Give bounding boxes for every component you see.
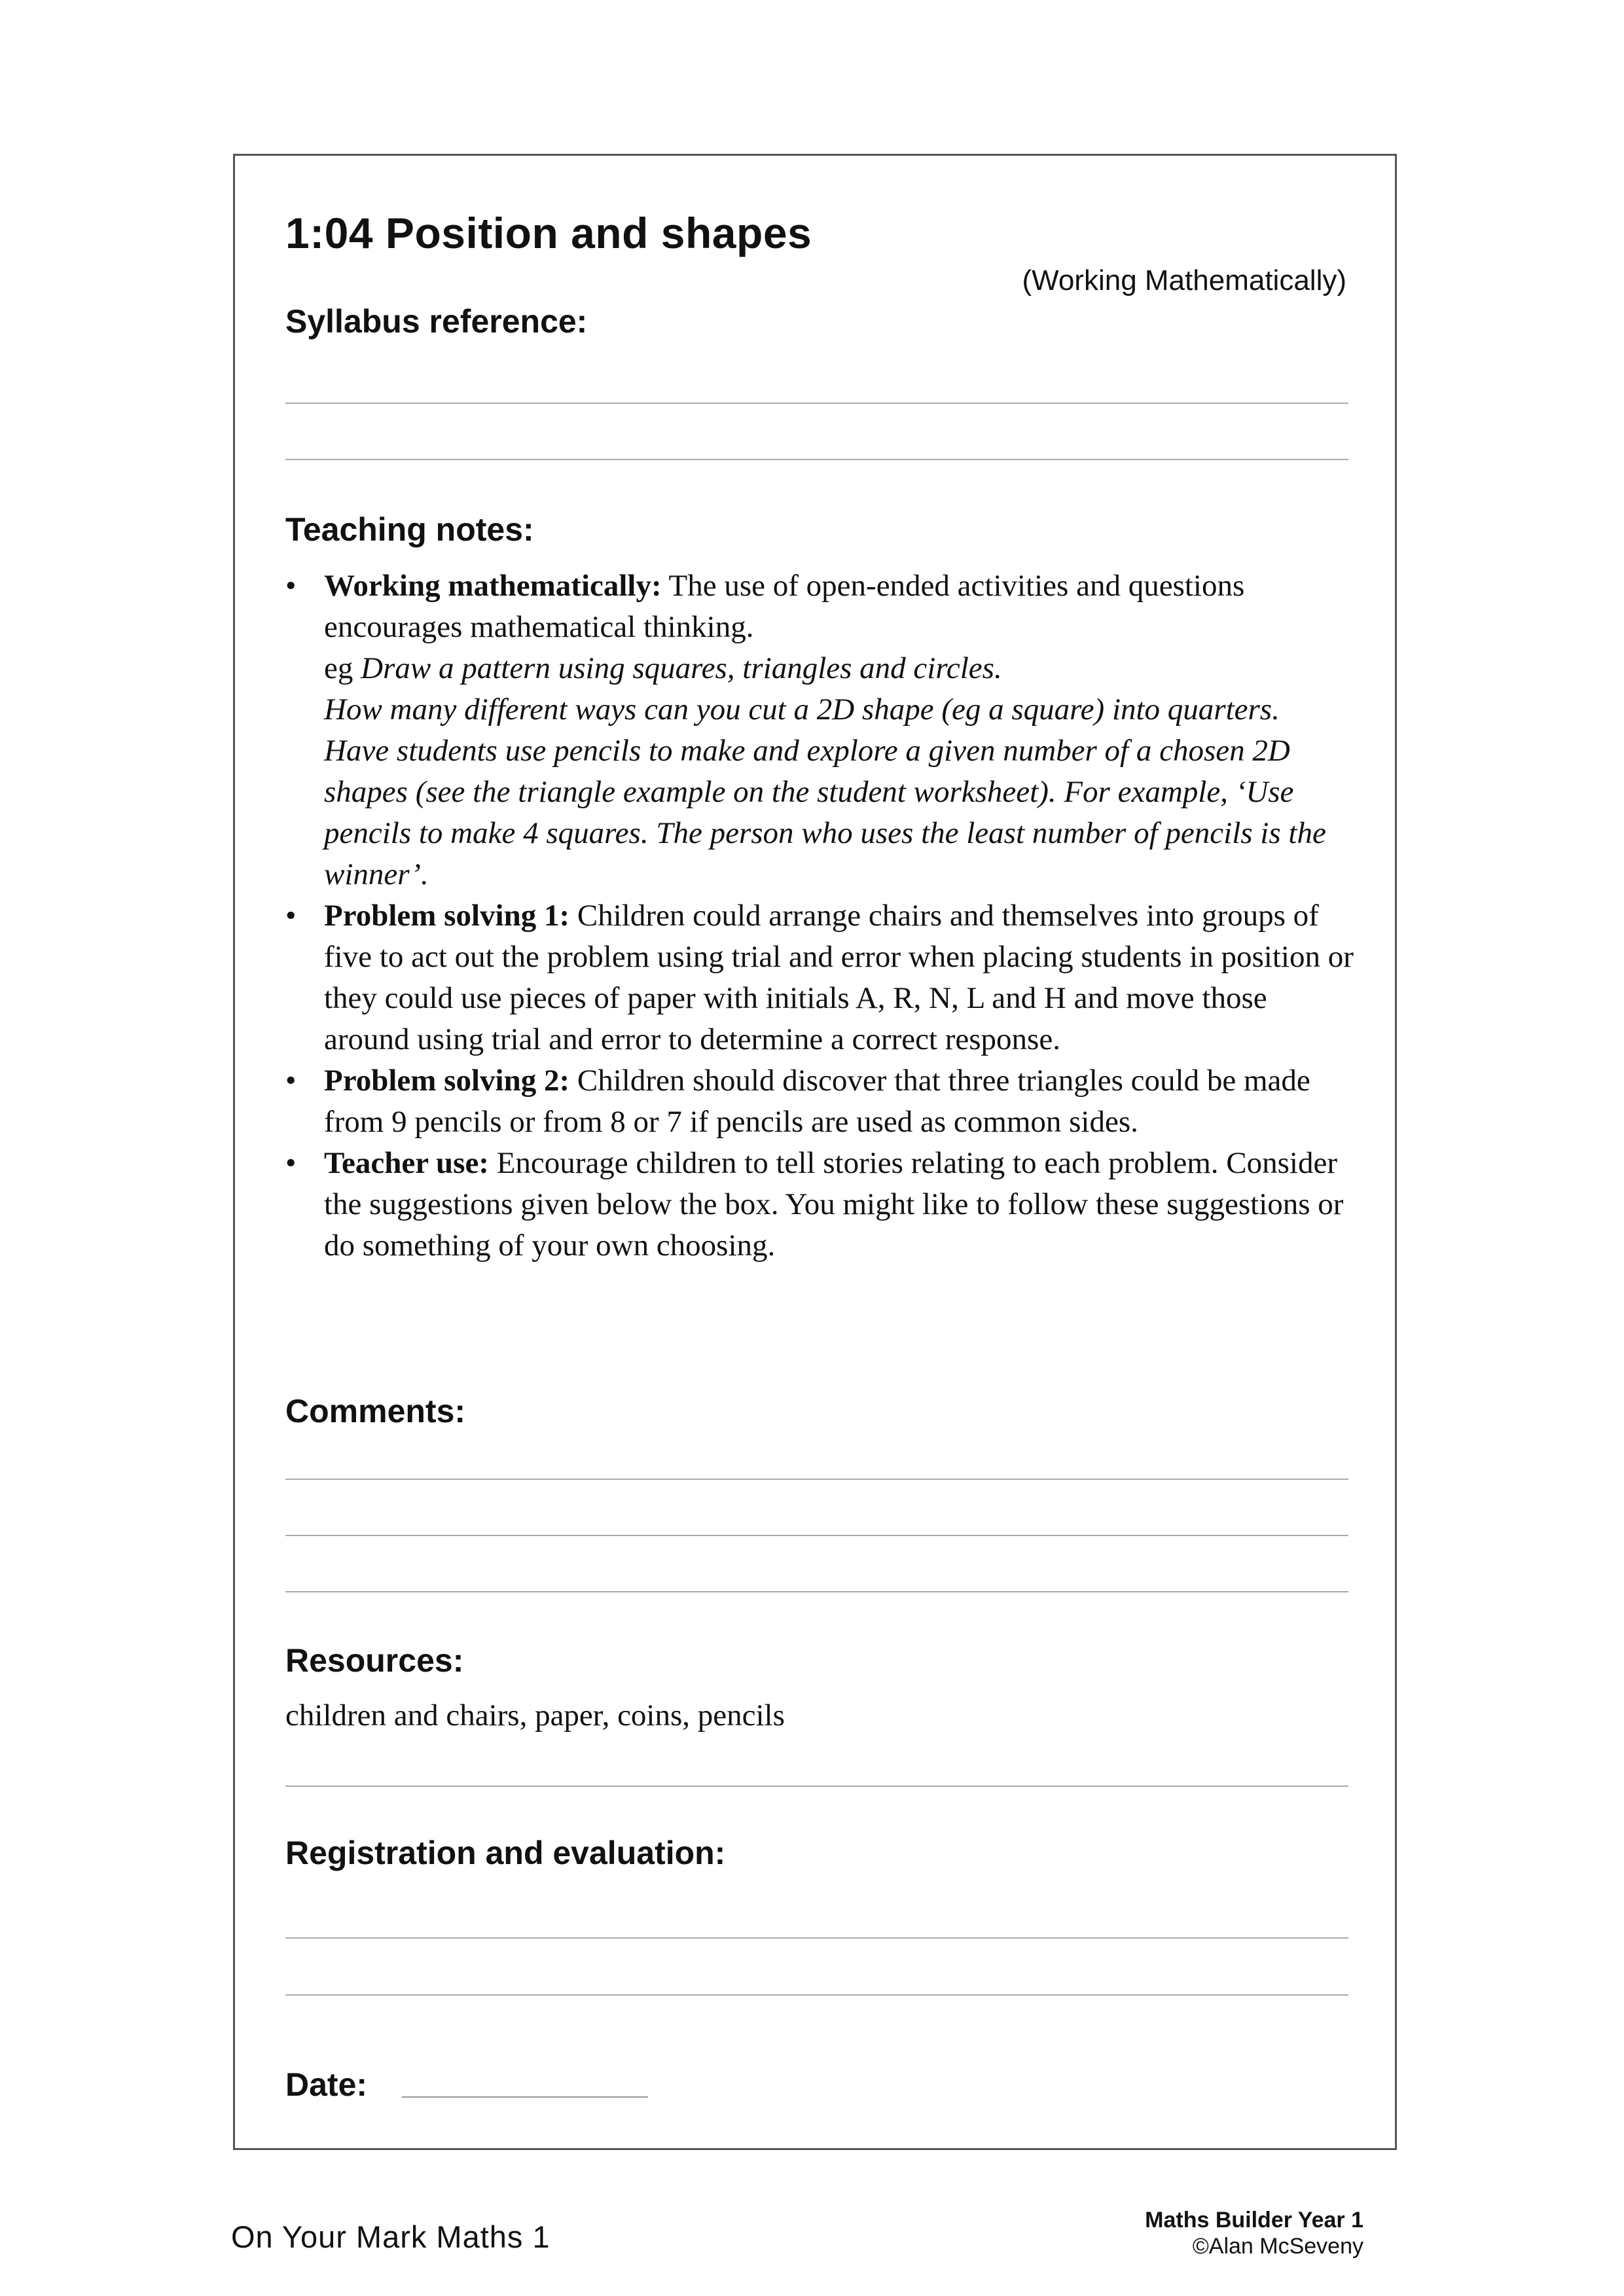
bullet: • xyxy=(285,569,297,603)
comments-line-2 xyxy=(285,1535,1348,1536)
book-title: Maths Builder Year 1 xyxy=(1145,2208,1363,2233)
resources-line xyxy=(285,1785,1348,1787)
example-text: Draw a pattern using squares, triangles and circles. xyxy=(361,651,1002,685)
resources-heading: Resources: xyxy=(285,1642,464,1679)
note-teacher-use xyxy=(285,1143,1359,1266)
teaching-notes-heading: Teaching notes: xyxy=(285,511,534,548)
syllabus-line-1 xyxy=(285,403,1348,404)
comments-line-3 xyxy=(285,1591,1348,1592)
bullet: • xyxy=(285,1146,297,1180)
registration-line-2 xyxy=(285,1994,1348,1996)
date-line xyxy=(402,2096,648,2098)
note-label: Problem solving 1: xyxy=(324,899,570,933)
series-name: On Your Mark Maths 1 xyxy=(231,2219,550,2254)
copyright: ©Alan McSeveny xyxy=(1192,2234,1363,2259)
registration-line-1 xyxy=(285,1937,1348,1939)
teaching-notes-list xyxy=(285,565,1359,1266)
note-label: Teacher use: xyxy=(324,1146,489,1180)
date-label: Date: xyxy=(285,2066,368,2103)
note-problem-solving-2 xyxy=(285,1060,1359,1143)
strand-label: (Working Mathematically) xyxy=(1022,264,1346,296)
note-label: Working mathematically: xyxy=(324,569,662,603)
syllabus-line-2 xyxy=(285,459,1348,460)
note-problem-solving-1 xyxy=(285,895,1359,1060)
note-text: Encourage children to tell stories relating to each problem. Consider the suggestions given below the box. You might like to follow these suggestions or do something of your own choosing. xyxy=(324,1146,1344,1263)
example-activity: Have students use pencils to make and explore a given number of a chosen 2D shapes (see the triangle example on the student worksheet). For example, ‘Use pencils to make 4 squares. The person who uses the least number of pencils is the winner’. xyxy=(324,734,1326,891)
resources-text: children and chairs, paper, coins, pencils xyxy=(285,1698,785,1732)
syllabus-heading: Syllabus reference: xyxy=(285,303,588,340)
example-prefix: eg xyxy=(324,651,361,685)
comments-heading: Comments: xyxy=(285,1393,466,1429)
bullet: • xyxy=(285,1064,297,1098)
example-question: How many different ways can you cut a 2D shape (eg a square) into quarters. xyxy=(324,692,1280,726)
comments-line-1 xyxy=(285,1479,1348,1480)
book-credit xyxy=(1145,2207,1363,2259)
note-working-mathematically xyxy=(285,565,1359,895)
note-label: Problem solving 2: xyxy=(324,1064,570,1098)
note-text: Children should discover that three triangles could be made from 9 pencils or from 8 or 7 if pencils are used as common sides. xyxy=(324,1064,1310,1139)
note-text: The use of open-ended activities and questions encourages mathematical thinking. xyxy=(324,569,1245,644)
note-text: Children could arrange chairs and themselves into groups of five to act out the problem using trial and error when placing students in position or they could use pieces of paper with initials A, R, N, L and H and move those around using trial and error to determine a correct response. xyxy=(324,899,1354,1056)
note-example xyxy=(324,648,1359,689)
bullet: • xyxy=(285,899,297,933)
page-title: 1:04 Position and shapes xyxy=(285,209,812,257)
registration-heading: Registration and evaluation: xyxy=(285,1835,726,1871)
